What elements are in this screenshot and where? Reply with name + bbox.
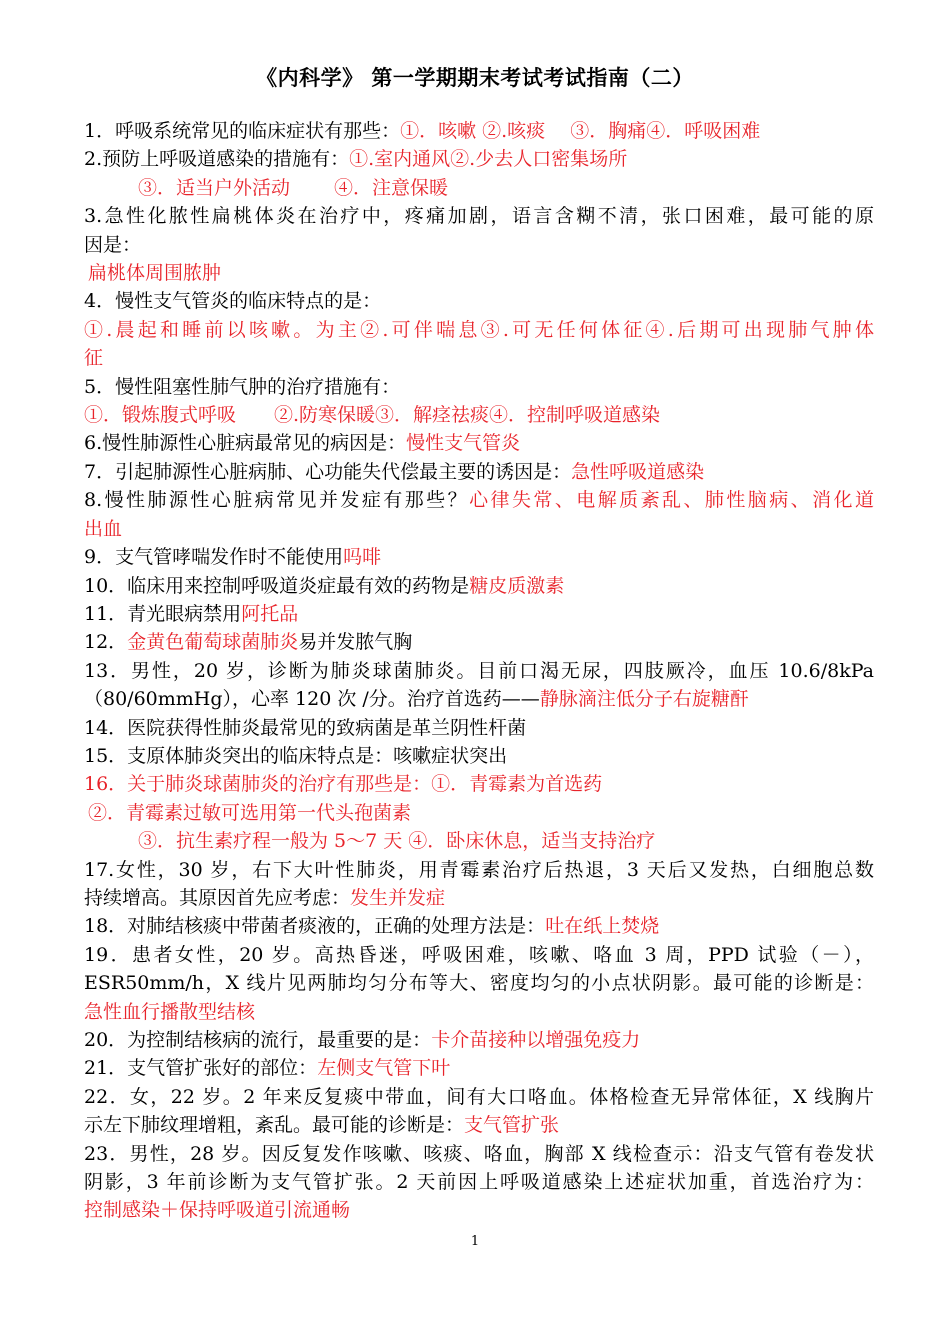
text-line xyxy=(84,202,874,230)
answer-text: 卡介苗接种以增强免疫力 xyxy=(431,1029,641,1051)
text-line xyxy=(84,600,874,628)
answer-text: ③．抗生素疗程一般为 5～7 天 ④．卧床休息，适当支持治疗 xyxy=(138,830,656,853)
answer-text: ③．适当户外活动 ④．注意保暖 xyxy=(138,176,449,199)
answer-text: ①．咳嗽 ②.咳痰 ③．胸痛④．呼吸困难 xyxy=(400,120,761,142)
page-number: 1 xyxy=(470,1234,480,1249)
text-line xyxy=(84,572,874,600)
text-line xyxy=(84,714,874,742)
text-line xyxy=(84,827,874,855)
answer-text: 发生并发症 xyxy=(350,886,446,909)
question-text: 6.慢性肺源性心脏病最常见的病因是： xyxy=(84,432,407,455)
text-line xyxy=(84,799,874,827)
question-text: 17.女性，30 岁，右下大叶性肺炎，用青霉素治疗后热退，3 天后又发热，白细胞总数 xyxy=(84,858,874,881)
text-line xyxy=(84,401,874,429)
text-line xyxy=(84,742,874,770)
text-line xyxy=(84,969,874,997)
question-text: 9．支气管哮喘发作时不能使用 xyxy=(84,546,344,569)
answer-text: 阿托品 xyxy=(241,602,299,625)
answer-text: 征 xyxy=(84,347,104,370)
question-text: 19．患者女性，20 岁。高热昏迷，呼吸困难，咳嗽、咯血 3 周，PPD 试验（－）， xyxy=(84,943,874,966)
document-body xyxy=(84,117,874,1225)
text-line xyxy=(84,941,874,969)
text-line xyxy=(84,429,874,457)
text-line xyxy=(84,770,874,798)
text-line xyxy=(84,884,874,912)
text-line xyxy=(84,1196,874,1224)
question-text: 阴影，3 年前诊断为支气管扩张。2 天前因上呼吸道感染上述症状加重，首选治疗为： xyxy=(84,1171,874,1194)
answer-text: 左侧支气管下叶 xyxy=(317,1057,451,1080)
answer-text: 静脉滴注低分子右旋糖酐 xyxy=(539,688,749,711)
text-line xyxy=(84,1140,874,1168)
answer-text: 金黄色葡萄球菌肺炎 xyxy=(127,631,299,654)
answer-text: 糖皮质激素 xyxy=(469,574,565,597)
text-line xyxy=(84,1083,874,1111)
question-text: 18．对肺结核痰中带菌者痰液的，正确的处理方法是： xyxy=(84,915,546,938)
text-line xyxy=(84,287,874,315)
question-text: 22．女，22 岁。2 年来反复痰中带血，间有大口咯血。体格检查无异常体征，X 线胸片 xyxy=(84,1085,874,1108)
answer-text: 吐在纸上焚烧 xyxy=(545,915,660,938)
answer-text: 吗啡 xyxy=(343,546,382,569)
question-text: 因是： xyxy=(84,233,142,256)
answer-text: 急性呼吸道感染 xyxy=(571,460,705,483)
answer-text: 16．关于肺炎球菌肺炎的治疗有那些是：①．青霉素为首选药 xyxy=(84,773,603,796)
text-line xyxy=(84,316,874,344)
text-line xyxy=(84,685,874,713)
question-text: 2.预防上呼吸道感染的措施有： xyxy=(84,148,350,171)
text-line xyxy=(84,174,874,202)
question-text: 20．为控制结核病的流行，最重要的是： xyxy=(84,1029,432,1051)
text-line xyxy=(84,1054,874,1082)
question-text: 10．临床用来控制呼吸道炎症最有效的药物是 xyxy=(84,574,470,597)
answer-text: ①.室内通风②.少去人口密集场所 xyxy=(349,148,628,171)
text-line xyxy=(84,486,874,514)
page-title: 《内科学》 第一学期期末考试考试指南（二） xyxy=(256,65,694,90)
answer-text: ①．锻炼腹式呼吸 ②.防寒保暖③．解痉祛痰④．控制呼吸道感染 xyxy=(84,404,661,427)
answer-text: 扁桃体周围脓肿 xyxy=(88,262,222,285)
text-line xyxy=(84,373,874,401)
text-line xyxy=(84,1026,874,1054)
text-line xyxy=(84,543,874,571)
text-line xyxy=(84,145,874,173)
question-text: 13．男性，20 岁，诊断为肺炎球菌肺炎。目前口渴无尿，四肢厥冷，血压 10.6/8kPa xyxy=(84,659,874,682)
answer-text: 心律失常、电解质紊乱、肺性脑病、消化道 xyxy=(469,489,874,512)
text-line xyxy=(84,856,874,884)
question-text: 1．呼吸系统常见的临床症状有那些： xyxy=(84,120,401,142)
answer-text: ②．青霉素过敏可选用第一代头孢菌素 xyxy=(88,801,412,824)
question-text: 23．男性，28 岁。因反复发作咳嗽、咳痰、咯血，胸部 X 线检查示：沿支气管有卷发状 xyxy=(84,1142,874,1165)
text-line xyxy=(84,344,874,372)
answer-text: 支气管扩张 xyxy=(464,1114,560,1137)
question-text: 3.急性化脓性扁桃体炎在治疗中，疼痛加剧，语言含糊不清，张口困难，最可能的原 xyxy=(84,205,874,228)
text-line xyxy=(84,998,874,1026)
question-text: 21．支气管扩张好的部位： xyxy=(84,1057,318,1080)
text-line xyxy=(84,515,874,543)
question-text: 4．慢性支气管炎的临床特点的是： xyxy=(84,290,382,313)
question-text: 7．引起肺源性心脏病肺、心功能失代偿最主要的诱因是： xyxy=(84,460,572,483)
answer-text: 慢性支气管炎 xyxy=(406,432,521,455)
question-text: 示左下肺纹理增粗，紊乱。最可能的诊断是： xyxy=(84,1114,465,1137)
answer-text: 急性血行播散型结核 xyxy=(84,1000,256,1023)
question-text: 5．慢性阻塞性肺气肿的治疗措施有： xyxy=(84,375,401,398)
text-line xyxy=(84,628,874,656)
text-line xyxy=(84,458,874,486)
text-line xyxy=(84,117,874,145)
question-text: 易并发脓气胸 xyxy=(298,631,413,654)
question-text: 14．医院获得性肺炎最常见的致病菌是革兰阴性杆菌 xyxy=(84,716,527,739)
answer-text: 出血 xyxy=(84,517,123,540)
question-text: 12． xyxy=(84,631,128,654)
text-line xyxy=(84,231,874,259)
question-text: ESR50mm/h，X 线片见两肺均匀分布等大、密度均匀的小点状阴影。最可能的诊断是： xyxy=(84,972,874,995)
question-text: 8.慢性肺源性心脏病常见并发症有那些？ xyxy=(84,489,470,512)
question-text: 15．支原体肺炎突出的临床特点是：咳嗽症状突出 xyxy=(84,744,508,767)
question-text: 持续增高。其原因首先应考虑： xyxy=(84,886,351,909)
question-text: （80/60mmHg），心率 120 次 /分。治疗首选药—— xyxy=(84,688,540,711)
answer-text: 控制感染＋保持呼吸道引流通畅 xyxy=(84,1199,351,1222)
text-line xyxy=(84,657,874,685)
text-line xyxy=(84,1168,874,1196)
answer-text: ①.晨起和睡前以咳嗽。为主②.可伴喘息③.可无任何体征④.后期可出现肺气肿体 xyxy=(84,318,874,341)
text-line xyxy=(84,912,874,940)
question-text: 11．青光眼病禁用 xyxy=(84,602,242,625)
text-line xyxy=(84,1111,874,1139)
text-line xyxy=(84,259,874,287)
